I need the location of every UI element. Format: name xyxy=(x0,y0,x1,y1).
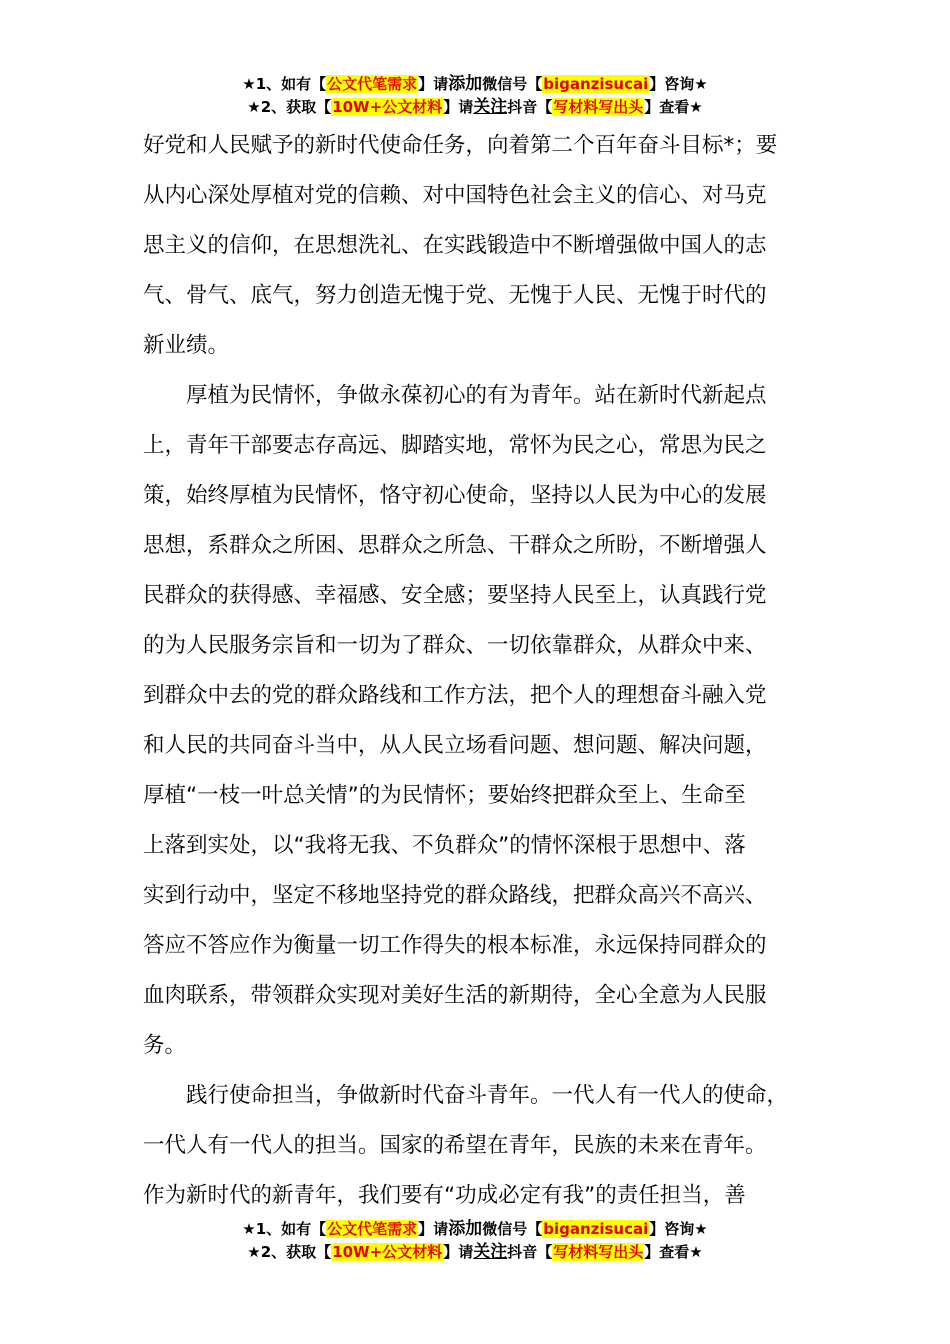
banner-text: 】查看★ xyxy=(644,1243,703,1261)
footer-banner xyxy=(0,1218,950,1264)
banner-line-1 xyxy=(0,1218,950,1241)
banner-text: 】请 xyxy=(418,75,449,93)
body-line: 气、骨气、底气，努力创造无愧于党、无愧于人民、无愧于时代的 xyxy=(143,283,767,308)
paragraph-start-line: 厚植为民情怀，争做永葆初心的有为青年。站在新时代新起点 xyxy=(186,383,767,408)
body-line: 的为人民服务宗旨和一切为了群众、一切依靠群众，从群众中来、 xyxy=(143,633,767,658)
banner-text: ★2、获取【 xyxy=(247,98,332,116)
body-line: 策，始终厚植为民情怀，恪守初心使命，坚持以人民为中心的发展 xyxy=(143,483,767,508)
banner-highlight: 写材料写出头 xyxy=(553,98,644,116)
banner-highlight: 10W+公文材料 xyxy=(332,98,443,116)
banner-text: 】请 xyxy=(418,1220,449,1238)
banner-emphasis: 关注 xyxy=(473,97,508,117)
body-line: 民群众的获得感、幸福感、安全感；要坚持人民至上，认真践行党 xyxy=(143,583,767,608)
banner-emphasis: 添加 xyxy=(448,74,483,94)
banner-highlight: biganzisucai xyxy=(543,75,649,93)
body-line: 从内心深处厚植对党的信赖、对中国特色社会主义的信心、对马克 xyxy=(143,183,767,208)
body-line: 思想，系群众之所困、思群众之所急、干群众之所盼，不断增强人 xyxy=(143,533,767,558)
banner-text: ★1、如有【 xyxy=(242,75,327,93)
banner-line-1 xyxy=(0,73,950,96)
banner-text: 】请 xyxy=(443,1243,474,1261)
body-line: 思主义的信仰，在思想洗礼、在实践锻造中不断增强做中国人的志 xyxy=(143,233,767,258)
body-line: 好党和人民赋予的新时代使命任务，向着第二个百年奋斗目标*；要 xyxy=(143,133,778,158)
banner-highlight: 公文代笔需求 xyxy=(327,75,418,93)
banner-emphasis: 添加 xyxy=(448,1219,483,1239)
body-line: 一代人有一代人的担当。国家的希望在青年，民族的未来在青年。 xyxy=(143,1133,767,1158)
body-line: 务。 xyxy=(143,1033,187,1058)
banner-line-2 xyxy=(0,1241,950,1264)
banner-text: 】查看★ xyxy=(644,98,703,116)
banner-highlight: biganzisucai xyxy=(543,1220,649,1238)
header-banner xyxy=(0,73,950,119)
banner-text: 微信号【 xyxy=(482,75,543,93)
banner-highlight: 写材料写出头 xyxy=(553,1243,644,1261)
banner-text: 抖音【 xyxy=(507,98,553,116)
body-line: 血肉联系，带领群众实现对美好生活的新期待，全心全意为人民服 xyxy=(143,983,767,1008)
banner-text: ★1、如有【 xyxy=(242,1220,327,1238)
banner-text: 】咨询★ xyxy=(649,75,708,93)
banner-text: ★2、获取【 xyxy=(247,1243,332,1261)
body-line: 厚植“一枝一叶总关情”的为民情怀；要始终把群众至上、生命至 xyxy=(143,783,746,808)
banner-highlight: 10W+公文材料 xyxy=(332,1243,443,1261)
banner-text: 抖音【 xyxy=(507,1243,553,1261)
body-line: 和人民的共同奋斗当中，从人民立场看问题、想问题、解决问题， xyxy=(143,733,767,758)
banner-line-2 xyxy=(0,96,950,119)
body-line: 上，青年干部要志存高远、脚踏实地，常怀为民之心，常思为民之 xyxy=(143,433,767,458)
body-line: 实到行动中，坚定不移地坚持党的群众路线，把群众高兴不高兴、 xyxy=(143,883,767,908)
body-line: 上落到实处，以“我将无我、不负群众”的情怀深根于思想中、落 xyxy=(143,833,746,858)
body-line: 作为新时代的新青年，我们要有“功成必定有我”的责任担当，善 xyxy=(143,1183,746,1208)
banner-emphasis: 关注 xyxy=(473,1242,508,1262)
document-body xyxy=(143,121,811,1221)
paragraph-start-line: 践行使命担当，争做新时代奋斗青年。一代人有一代人的使命， xyxy=(186,1083,789,1108)
body-line: 答应不答应作为衡量一切工作得失的根本标准，永远保持同群众的 xyxy=(143,933,767,958)
body-line: 到群众中去的党的群众路线和工作方法，把个人的理想奋斗融入党 xyxy=(143,683,767,708)
body-line: 新业绩。 xyxy=(143,333,230,358)
banner-text: 微信号【 xyxy=(482,1220,543,1238)
banner-text: 】咨询★ xyxy=(649,1220,708,1238)
banner-highlight: 公文代笔需求 xyxy=(327,1220,418,1238)
banner-text: 】请 xyxy=(443,98,474,116)
